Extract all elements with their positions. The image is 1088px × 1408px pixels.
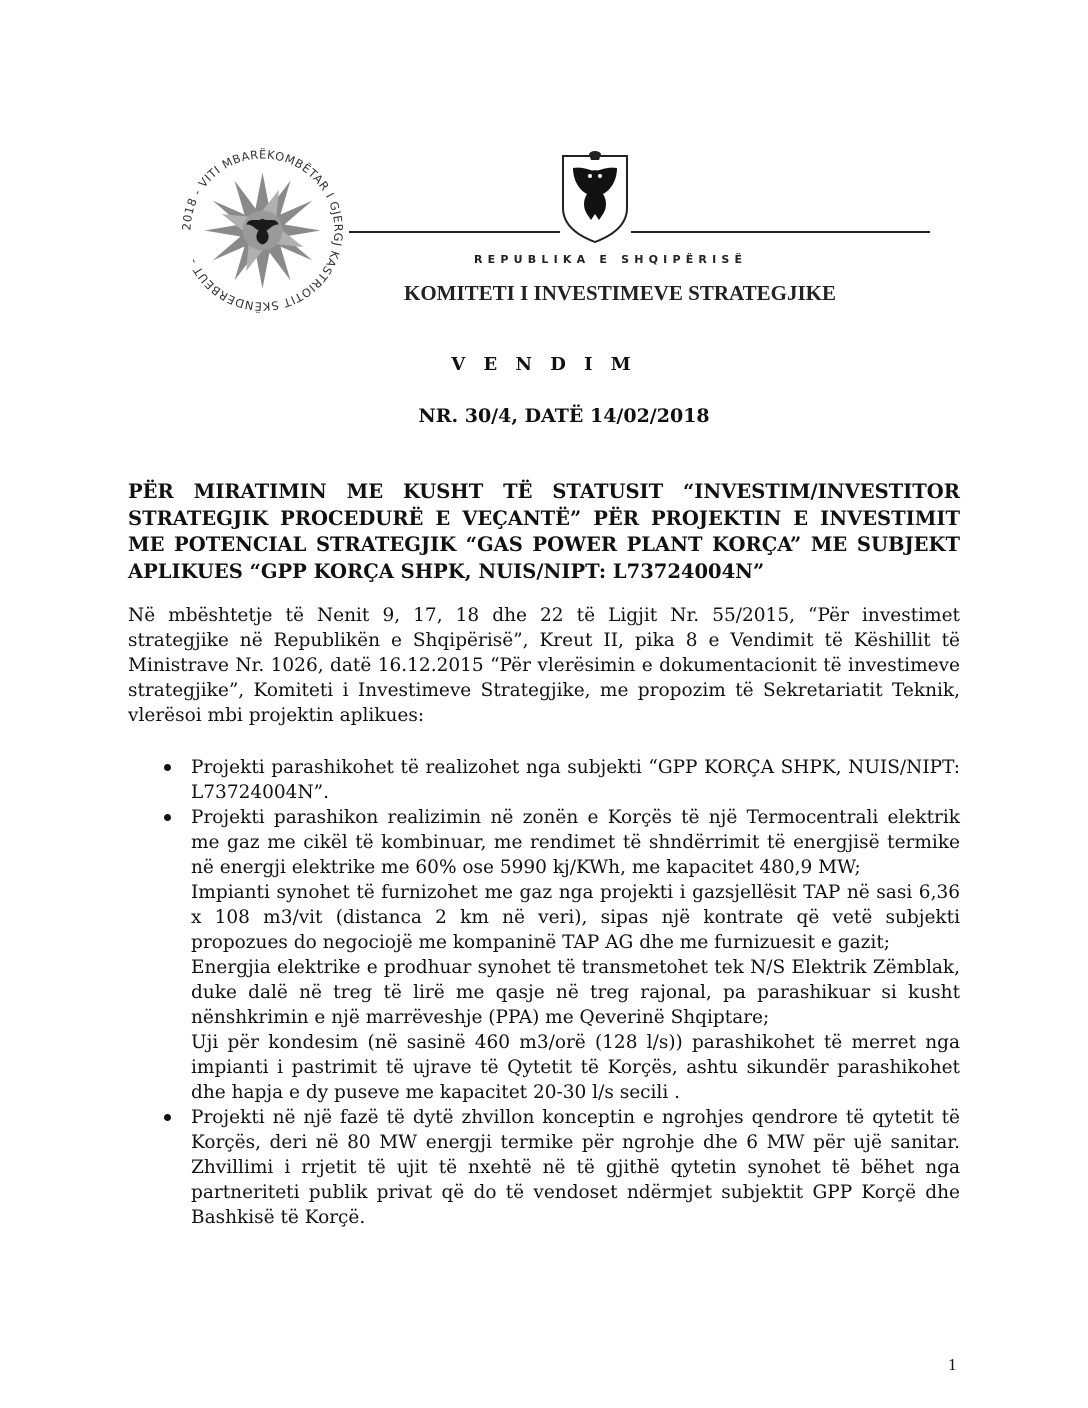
bullet-paragraph: Impianti synohet të furnizohet me gaz nga projekti i gazsjellësit TAP në sasi 6,36 x 108 m3/vit (distanca 2 km në veri), sipas një kontrate që vetë subjekti propozues do negociojë me kompaninë TAP AG dhe me furnizuesit e gazit; [191, 882, 960, 953]
document-heading: V E N D I M [451, 354, 637, 375]
decision-number: NR. 30/4, DATË 14/02/2018 [418, 405, 710, 427]
bullet-paragraph: Uji për kondesim (në sasinë 460 m3/orë (128 l/s)) parashikohet të merret nga impianti i pastrimit të ujrave të Qytetit të Korçës, ashtu sikundër parashikohet dhe hapja e dy puseve me kapacitet 20-30 l/s secili . [191, 1032, 960, 1103]
svg-text:2018 - VITI MBARËKOMBËTAR I GJ: 2018 - VITI MBARËKOMBËTAR I GJERGJ KASTRIOTIT SKËNDERBEUT - [179, 147, 346, 314]
bullet-list [128, 755, 960, 1230]
header-divider-right [631, 231, 930, 233]
list-item [128, 1105, 960, 1230]
page-number: 1 [948, 1355, 957, 1374]
decision-title: PËR MIRATIMIN ME KUSHT TË STATUSIT “INVESTIM/INVESTITOR STRATEGJIK PROCEDURË E VEÇANTË” PËR PROJEKTIN E INVESTIMIT ME POTENCIAL STRATEGJIK “GAS POWER PLANT KORÇA” ME SUBJEKT APLIKUES “GPP KORÇA SHPK, NUIS/NIPT: L73724004N” [128, 480, 960, 583]
albania-coat-of-arms-icon [559, 150, 631, 245]
bullet-paragraph: Energjia elektrike e prodhuar synohet të transmetohet tek N/S Elektrik Zëmblak, duke dalë në treg të lirë me qasje në treg rajonal, pa parashikuar si kusht nënshkrimin e një marrëveshje (PPA) me Qeverinë Shqiptare; [191, 957, 960, 1028]
bullet-paragraph: Projekti parashikohet të realizohet nga subjekti “GPP KORÇA SHPK, NUIS/NIPT: L73724004N”. [191, 757, 960, 803]
skanderbeg-year-seal-icon [175, 143, 350, 318]
intro-paragraph: Në mbështetje të Nenit 9, 17, 18 dhe 22 të Ligjit Nr. 55/2015, “Për investimet strategjike në Republikën e Shqipërisë”, Kreut II, pika 8 e Vendimit të Këshillit të Ministrave Nr. 1026, datë 16.12.2015 “Për vlerësimin e dokumentacionit të investimeve strategjike”, Komiteti i Investimeve Strategjike, me propozim të Sekretariatit Teknik, vlerësoi mbi projektin aplikues: [128, 605, 960, 726]
bullet-paragraph: Projekti parashikon realizimin në zonën e Korçës të një Termocentrali elektrik me gaz me cikël të kombinuar, me rendimet të shndërrimit të energjisë termike në energji elektrike me 60% ose 5990 kj/KWh, me kapacitet 480,9 MW; [191, 807, 960, 878]
republic-name: REPUBLIKA E SHQIPËRISË [474, 253, 748, 266]
bullet-paragraph: Projekti në një fazë të dytë zhvillon konceptin e ngrohjes qendrore të qytetit të Korçës, deri në 80 MW energji termike për ngrohje dhe 6 MW për ujë sanitar. Zhvillimi i rrjetit të ujit të nxehtë në të gjithë qytetin synohet të bëhet nga partneriteti publik privat që do të vendoset ndërmjet subjektit GPP Korçë dhe Bashkisë të Korçë. [191, 1107, 960, 1228]
list-item [128, 805, 960, 1105]
header-divider-left [349, 231, 560, 233]
list-item [128, 755, 960, 805]
committee-name: KOMITETI I INVESTIMEVE STRATEGJIKE [404, 281, 836, 305]
